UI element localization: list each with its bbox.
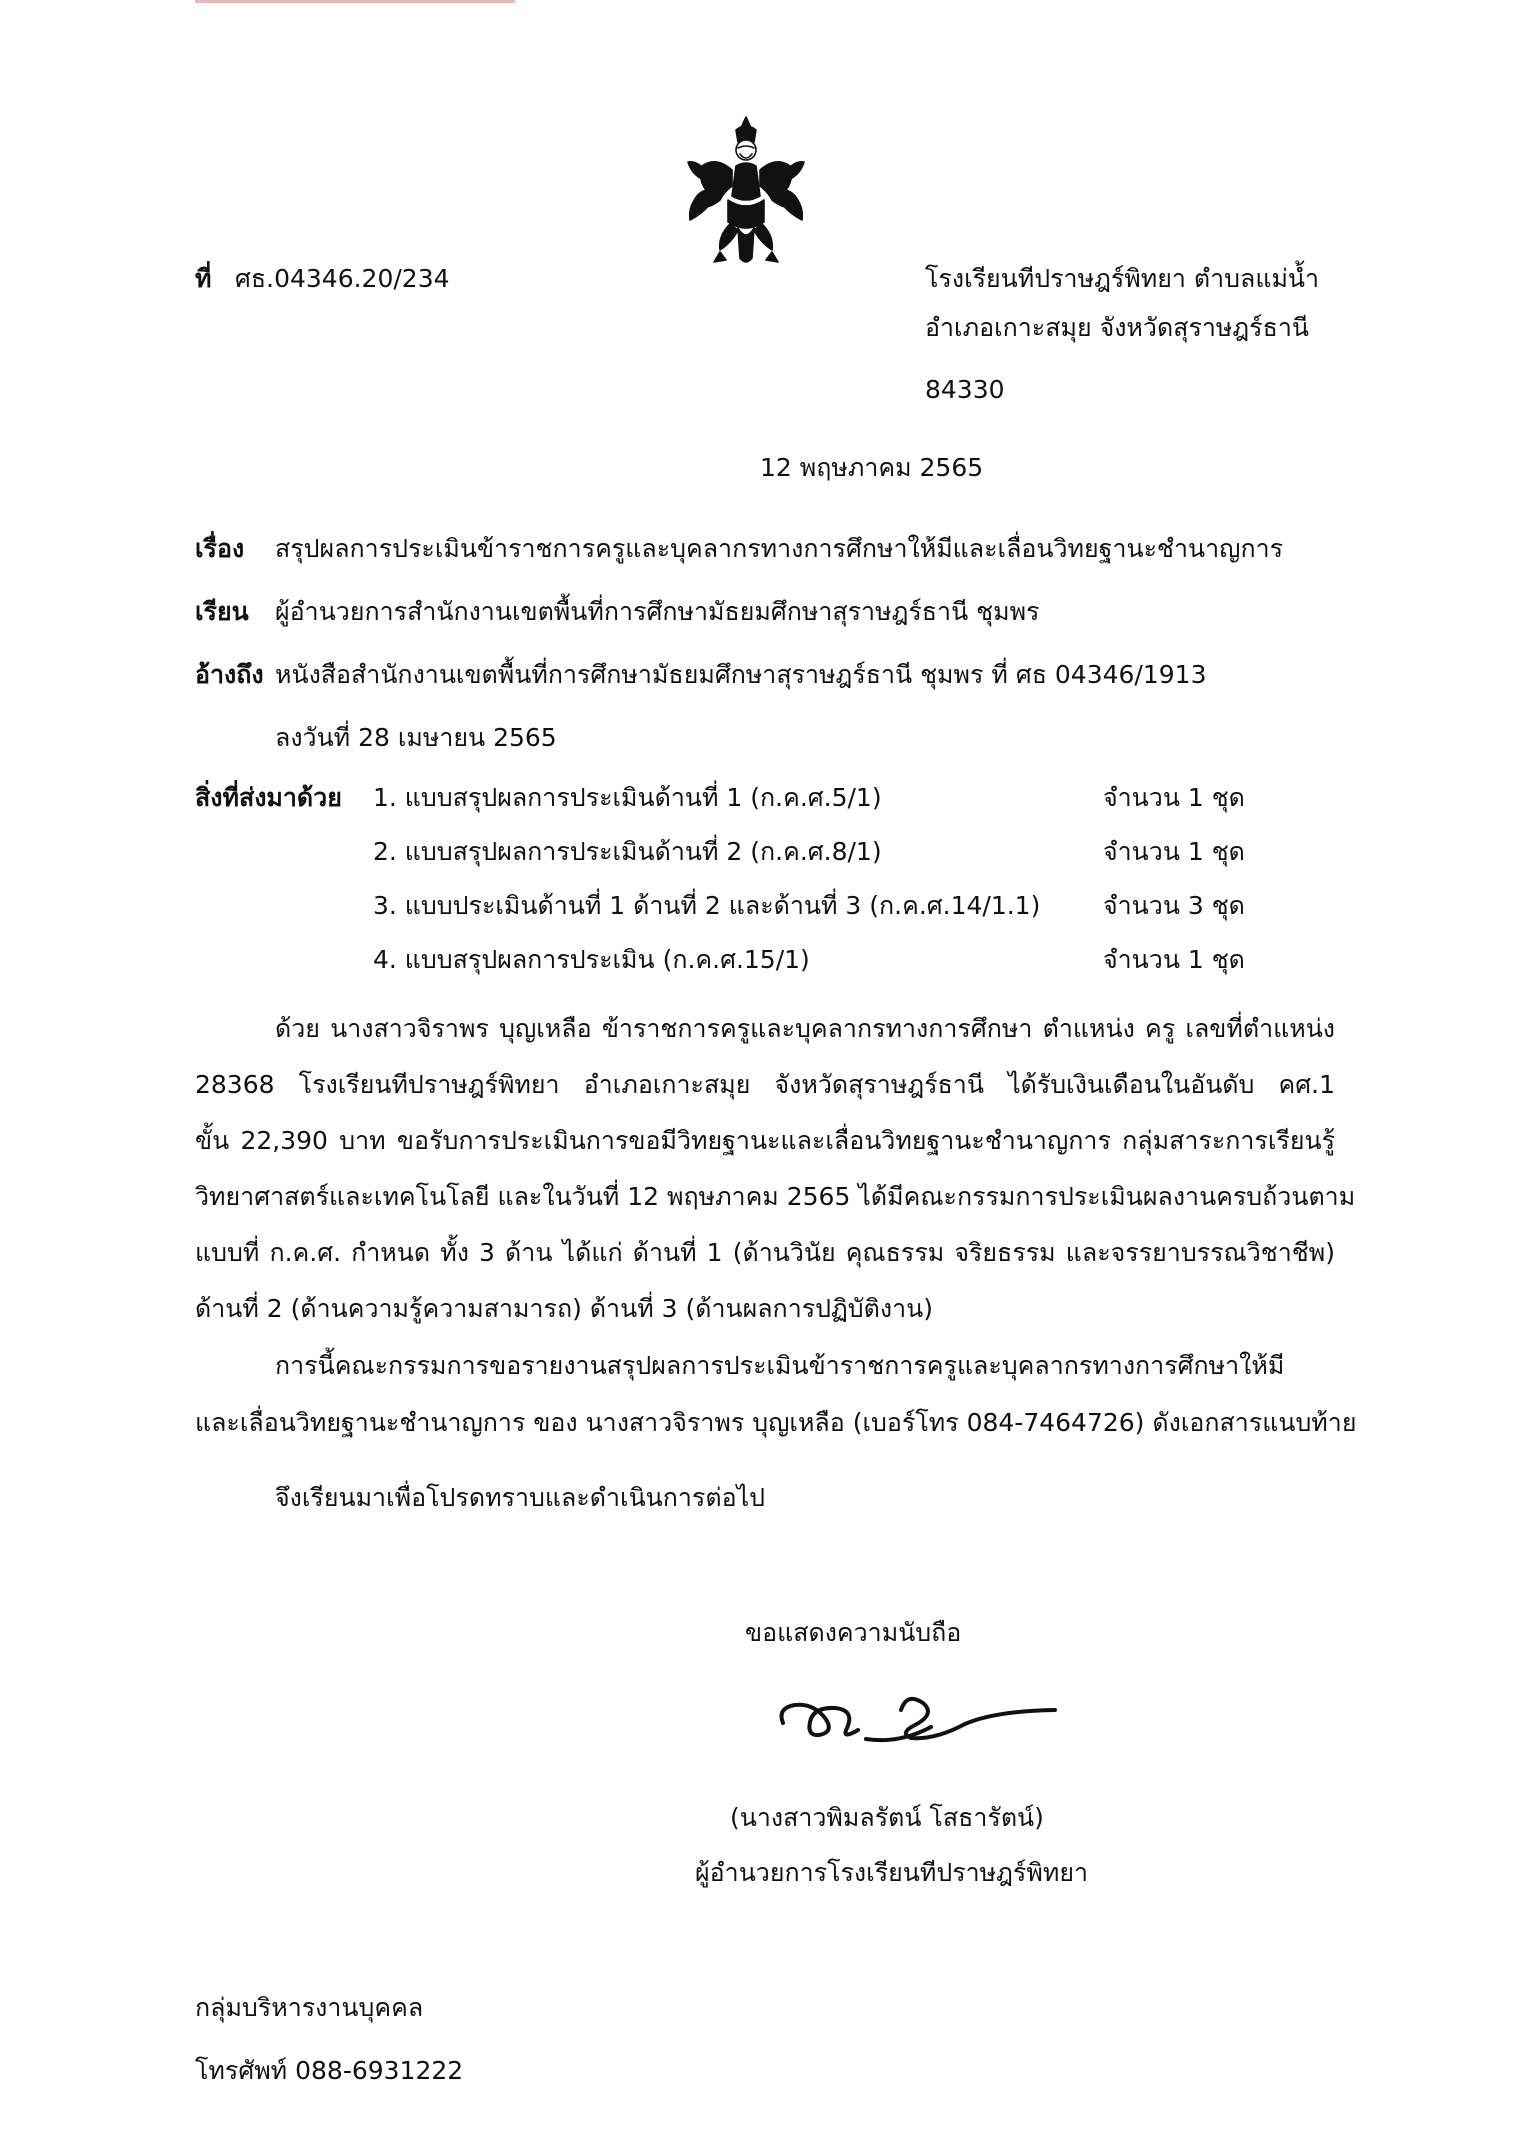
body-paragraph-1-line-5: แบบที่ ก.ค.ศ. กำหนด ทั้ง 3 ด้าน ได้แก่ ด้านที่ 1 (ด้านวินัย คุณธรรม จริยธรรม และจรรยาบรรณวิชาชีพ) [195, 1238, 1335, 1267]
footer-department: กลุ่มบริหารงานบุคคล [195, 1993, 424, 2022]
body-paragraph-1-line-6: ด้านที่ 2 (ด้านความรู้ความสามารถ) ด้านที่ 3 (ด้านผลการปฏิบัติงาน) [195, 1294, 934, 1323]
attachment-item-1: 1. แบบสรุปผลการประเมินด้านที่ 1 (ก.ค.ศ.5/1) [373, 783, 882, 812]
body-paragraph-1-line-4: วิทยาศาสตร์และเทคโนโลยี และในวันที่ 12 พฤษภาคม 2565 ได้มีคณะกรรมการประเมินผลงานครบถ้วนตาม [195, 1182, 1356, 1211]
body-paragraph-2-line-1: การนี้คณะกรรมการขอรายงานสรุปผลการประเมินข้าราชการครูและบุคลากรทางการศึกษาให้มี [275, 1351, 1285, 1380]
attachment-item-2: 2. แบบสรุปผลการประเมินด้านที่ 2 (ก.ค.ศ.8/1) [373, 837, 882, 866]
signature-image [765, 1680, 1075, 1750]
sender-address-line-1: โรงเรียนทีปราษฎร์พิทยา ตำบลแม่น้ำ [925, 264, 1320, 293]
closing-request: จึงเรียนมาเพื่อโปรดทราบและดำเนินการต่อไป [275, 1483, 766, 1512]
reference-to-line-1: หนังสือสำนักงานเขตพื้นที่การศึกษามัธยมศึกษาสุราษฎร์ธานี ชุมพร ที่ ศธ 04346/1913 [275, 660, 1207, 689]
recipient-label: เรียน [195, 597, 249, 626]
reference-number: ศธ.04346.20/234 [235, 264, 450, 293]
attachment-quantity-2: จำนวน 1 ชุด [1103, 837, 1245, 866]
body-paragraph-1-line-3: ขั้น 22,390 บาท ขอรับการประเมินการขอมีวิทยฐานะและเลื่อนวิทยฐานะชำนาญการ กลุ่มสาระการเรียนรู้ [195, 1126, 1335, 1155]
subject-label: เรื่อง [195, 534, 245, 563]
garuda-emblem [680, 112, 812, 272]
closing-phrase: ขอแสดงความนับถือ [745, 1618, 962, 1647]
attachment-item-3: 3. แบบประเมินด้านที่ 1 ด้านที่ 2 และด้านที่ 3 (ก.ค.ศ.14/1.1) [373, 891, 1041, 920]
attachment-quantity-1: จำนวน 1 ชุด [1103, 783, 1245, 812]
signatory-name: (นางสาวพิมลรัตน์ โสธารัตน์) [730, 1803, 1044, 1832]
signatory-position: ผู้อำนวยการโรงเรียนทีปราษฎร์พิทยา [695, 1858, 1089, 1887]
body-paragraph-2-line-2: และเลื่อนวิทยฐานะชำนาญการ ของ นางสาวจิราพร บุญเหลือ (เบอร์โทร 084-7464726) ดังเอกสารแนบท้าย [195, 1408, 1357, 1437]
page-top-edge-mark [195, 0, 515, 3]
body-paragraph-1-line-1: ด้วย นางสาวจิราพร บุญเหลือ ข้าราชการครูและบุคลากรทางการศึกษา ตำแหน่ง ครู เลขที่ตำแหน่ง [275, 1014, 1335, 1043]
attachments-label: สิ่งที่ส่งมาด้วย [195, 783, 342, 812]
attachment-quantity-4: จำนวน 1 ชุด [1103, 945, 1245, 974]
recipient-text: ผู้อำนวยการสำนักงานเขตพื้นที่การศึกษามัธยมศึกษาสุราษฎร์ธานี ชุมพร [275, 597, 1040, 626]
letter-date: 12 พฤษภาคม 2565 [760, 453, 984, 482]
attachment-quantity-3: จำนวน 3 ชุด [1103, 891, 1245, 920]
reference-to-label: อ้างถึง [195, 660, 264, 689]
subject-text: สรุปผลการประเมินข้าราชการครูและบุคลากรทางการศึกษาให้มีและเลื่อนวิทยฐานะชำนาญการ [275, 534, 1284, 563]
footer-phone: โทรศัพท์ 088-6931222 [195, 2056, 464, 2085]
attachment-item-4: 4. แบบสรุปผลการประเมิน (ก.ค.ศ.15/1) [373, 945, 810, 974]
reference-label: ที่ [195, 264, 212, 293]
sender-postal-code: 84330 [925, 375, 1005, 404]
sender-address-line-2: อำเภอเกาะสมุย จังหวัดสุราษฎร์ธานี [925, 313, 1309, 342]
reference-to-line-2: ลงวันที่ 28 เมษายน 2565 [275, 723, 557, 752]
body-paragraph-1-line-2: 28368 โรงเรียนทีปราษฎร์พิทยา อำเภอเกาะสมุย จังหวัดสุราษฎร์ธานี ได้รับเงินเดือนในอันดับ คศ.1 [195, 1070, 1335, 1099]
